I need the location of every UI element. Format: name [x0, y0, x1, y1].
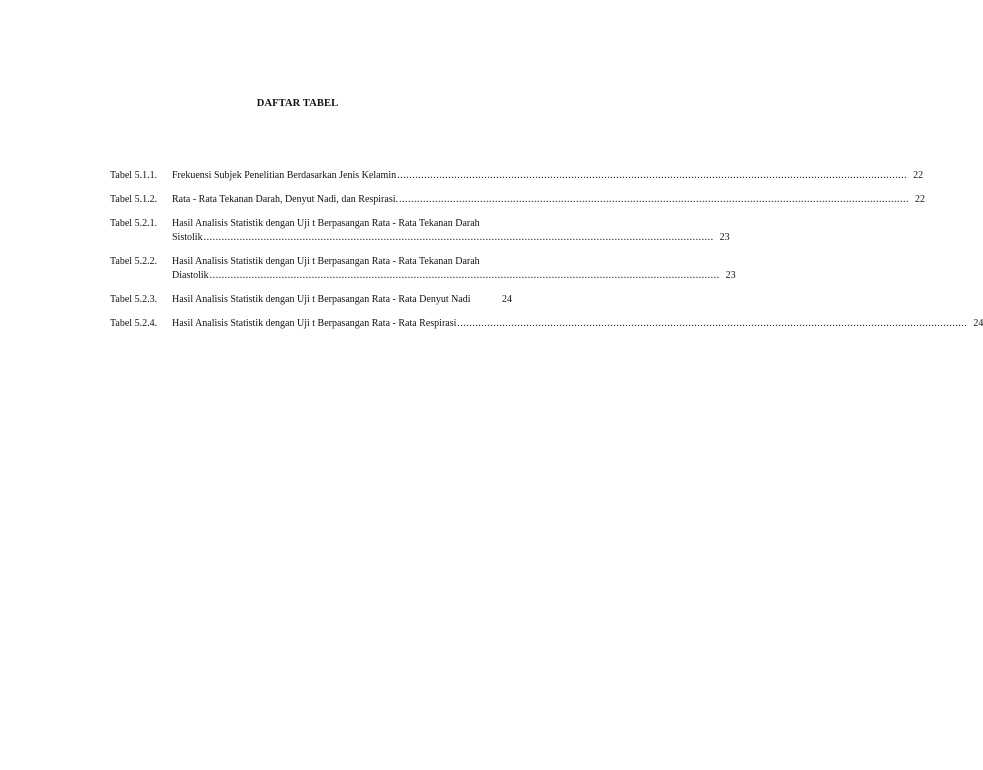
entry-line	[172, 169, 924, 183]
toc-entry[interactable]	[110, 317, 983, 331]
table-number: Tabel 5.2.2.	[110, 256, 158, 267]
dot-leader	[457, 317, 967, 331]
entry-body	[172, 217, 730, 245]
table-number: Tabel 5.2.1.	[110, 218, 158, 229]
table-number: Tabel 5.2.4.	[110, 318, 158, 329]
toc-entry[interactable]	[110, 193, 925, 207]
table-number: Tabel 5.1.2.	[110, 194, 158, 205]
dot-leader	[210, 269, 720, 283]
toc-entry[interactable]	[110, 169, 924, 183]
table-of-tables	[110, 169, 983, 341]
page-number: 23	[725, 270, 736, 281]
entry-line	[172, 255, 512, 269]
page-number: 24	[973, 318, 983, 329]
page-title: DAFTAR TABEL	[256, 98, 339, 109]
page-number: 24	[502, 294, 512, 305]
dot-leader	[399, 193, 909, 207]
entry-body	[172, 169, 924, 183]
entry-line	[172, 269, 736, 283]
entry-body	[172, 193, 925, 207]
table-number: Tabel 5.2.3.	[110, 294, 158, 305]
entry-line	[172, 193, 925, 207]
entry-body	[172, 293, 512, 307]
toc-entry[interactable]	[110, 217, 730, 245]
table-caption: Rata - Rata Tekanan Darah, Denyut Nadi, dan Respirasi.	[172, 194, 398, 205]
entry-line	[172, 317, 983, 331]
table-caption: Hasil Analisis Statistik dengan Uji t Berpasangan Rata - Rata Tekanan Darah	[172, 256, 480, 267]
entry-body	[172, 317, 983, 331]
table-caption-continuation: Sistolik	[172, 232, 203, 243]
page-number: 22	[915, 194, 925, 205]
entry-line	[172, 217, 512, 231]
table-caption: Frekuensi Subjek Penelitian Berdasarkan Jenis Kelamin	[172, 170, 397, 181]
table-caption: Hasil Analisis Statistik dengan Uji t Berpasangan Rata - Rata Respirasi	[172, 318, 457, 329]
page-number: 23	[719, 232, 730, 243]
table-caption: Hasil Analisis Statistik dengan Uji t Berpasangan Rata - Rata Denyut Nadi	[172, 294, 471, 305]
toc-entry[interactable]	[110, 293, 512, 307]
table-number: Tabel 5.1.1.	[110, 170, 158, 181]
table-caption-continuation: Diastolik	[172, 270, 209, 281]
toc-entry[interactable]	[110, 255, 736, 283]
page-number: 22	[913, 170, 924, 181]
entry-line	[172, 293, 512, 307]
entry-body	[172, 255, 736, 283]
dot-leader	[204, 231, 714, 245]
table-caption: Hasil Analisis Statistik dengan Uji t Berpasangan Rata - Rata Tekanan Darah	[172, 218, 480, 229]
dot-leader	[397, 169, 907, 183]
entry-line	[172, 231, 730, 245]
